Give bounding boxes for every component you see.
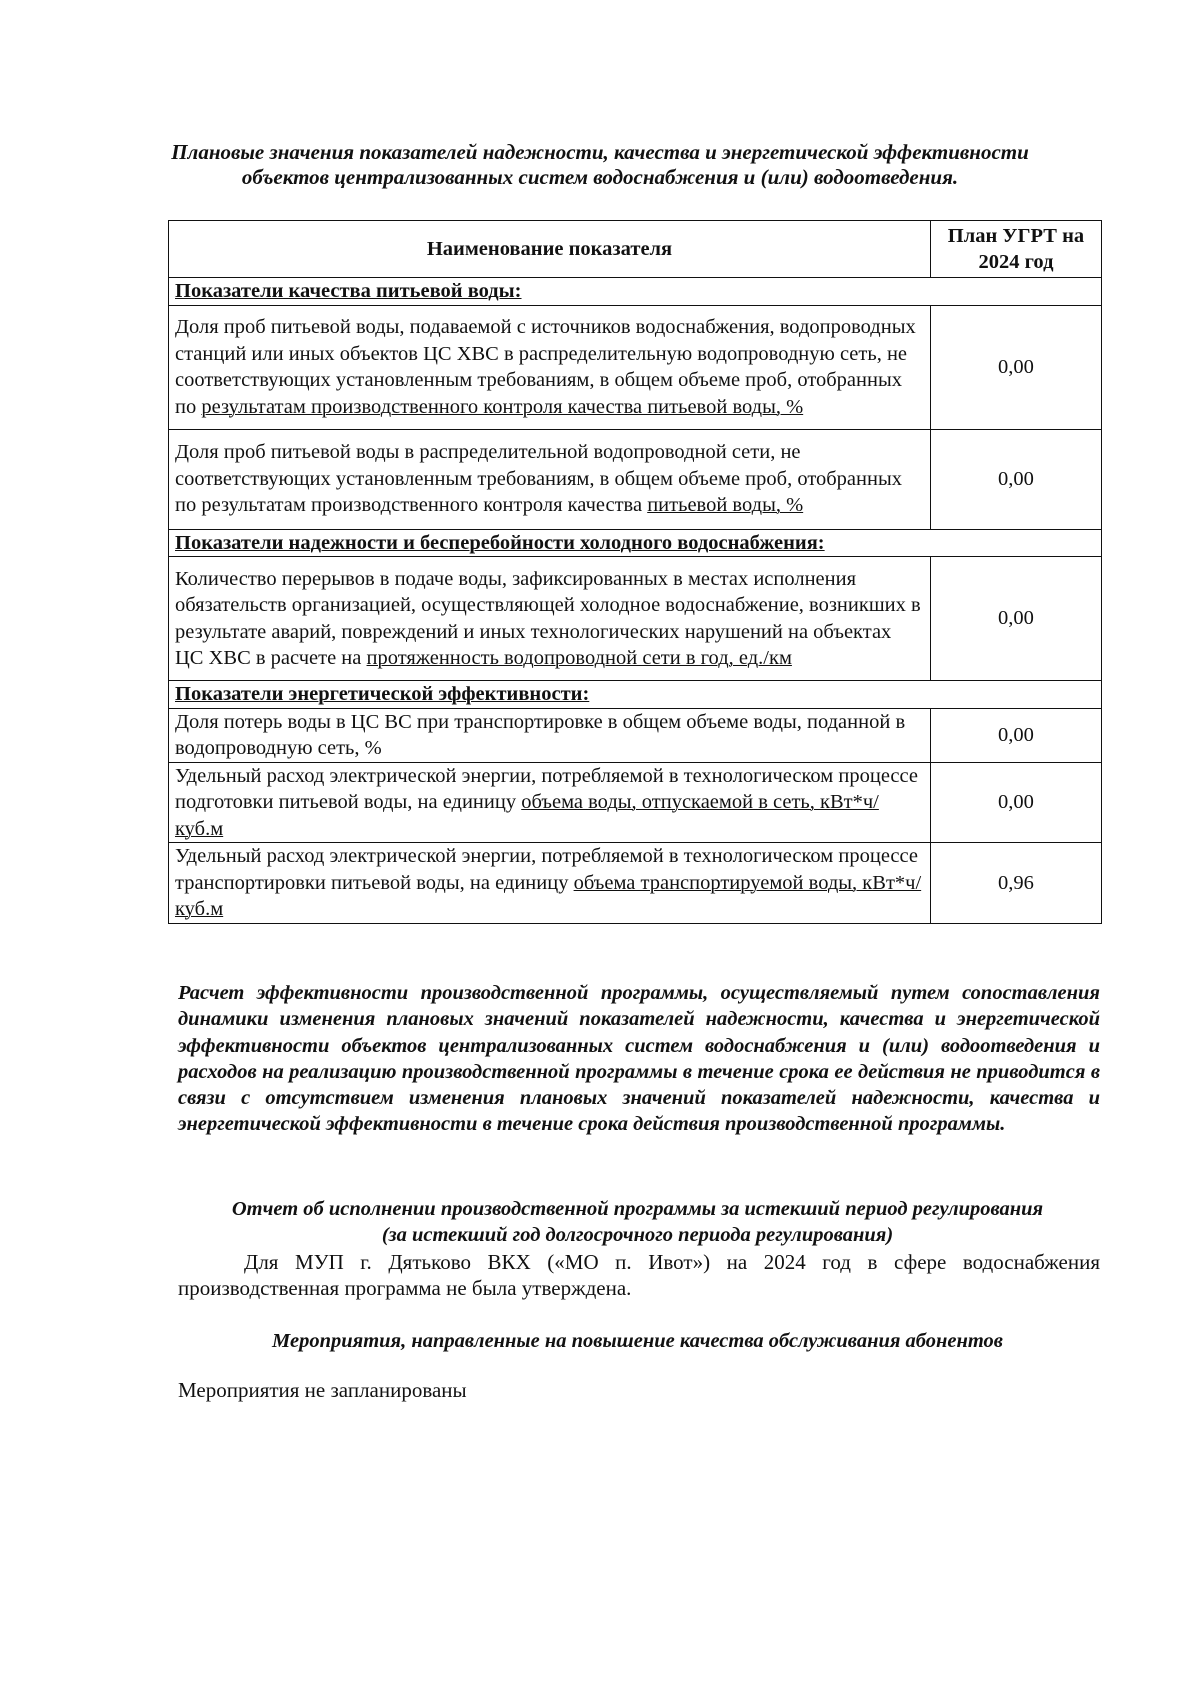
table-row: [169, 557, 1102, 681]
events-title: Мероприятия, направленные на повышение качества обслуживания абонентов: [272, 1330, 1003, 1352]
table-row: [169, 708, 1102, 762]
report-text: Для МУП г. Дятьково ВКХ («МО п. Ивот») на 2024 год в сфере водоснабжения производственная программа не была утверждена.: [178, 1250, 1100, 1300]
report-title-line: Отчет об исполнении производственной программы за истекший период регулирования: [231, 1198, 1044, 1220]
header-indicator-name: Наименование показателя: [169, 221, 931, 278]
section-row: [169, 681, 1102, 709]
section-title: Показатели энергетической эффективности:: [169, 681, 1102, 709]
indicator-value: 0,00: [930, 762, 1101, 843]
header-plan: План УГРТ на 2024 год: [930, 221, 1101, 278]
table-row: [169, 843, 1102, 924]
indicator-value: 0,00: [930, 557, 1101, 681]
section-row: [169, 529, 1102, 557]
report-title: [170, 1196, 1105, 1248]
events-text: Мероприятия не запланированы: [178, 1378, 467, 1402]
indicator-value: 0,00: [930, 429, 1101, 529]
table-header-row: [169, 221, 1102, 278]
indicator-name: Удельный расход электрической энергии, потребляемой в технологическом процессе транспортировки питьевой воды, на единицу объема транспортируемой воды, кВт*ч/ куб.м: [169, 843, 931, 924]
report-title-line: (за истекший год долгосрочного периода регулирования): [381, 1224, 894, 1246]
indicator-name: Удельный расход электрической энергии, потребляемой в технологическом процессе подготовки питьевой воды, на единицу объема воды, отпускаемой в сеть, кВт*ч/ куб.м: [169, 762, 931, 843]
indicator-name: Доля проб питьевой воды в распределительной водопроводной сети, не соответствующих установленным требованиям, в общем объеме проб, отобранных по результатам производственного контроля качества питьевой воды, %: [169, 429, 931, 529]
table-row: [169, 762, 1102, 843]
document-title: Плановые значения показателей надежности, качества и энергетической эффективности объектов централизованных систем водоснабжения и (или) водоотведения.: [171, 140, 1029, 189]
efficiency-calculation-paragraph: Расчет эффективности производственной программы, осуществляемый путем сопоставления динамики изменения плановых значений показателей надежности, качества и энергетической эффективности объектов централизованных систем водоснабжения и (или) водоотведения и расходов на реализацию производственной программы в течение срока ее действия не приводится в связи с отсутствием изменения плановых значений показателей надежности, качества и энергетической эффективности в течение срока действия производственной программы.: [178, 982, 1100, 1136]
indicator-value: 0,00: [930, 708, 1101, 762]
indicator-name: Количество перерывов в подаче воды, зафиксированных в местах исполнения обязательств организацией, осуществляющей холодное водоснабжение, возникших в результате аварий, повреждений и иных технологических нарушений на объектах ЦС ХВС в расчете на протяженность водопроводной сети в год, ед./км: [169, 557, 931, 681]
indicator-value: 0,00: [930, 305, 1101, 429]
indicators-table: [168, 220, 1102, 924]
table-row: [169, 429, 1102, 529]
section-row: [169, 278, 1102, 306]
table-row: [169, 305, 1102, 429]
section-title: Показатели надежности и бесперебойности холодного водоснабжения:: [169, 529, 1102, 557]
section-title: Показатели качества питьевой воды:: [169, 278, 1102, 306]
indicator-name: Доля потерь воды в ЦС ВС при транспортировке в общем объеме воды, поданной в водопроводную сеть, %: [169, 708, 931, 762]
indicator-name: Доля проб питьевой воды, подаваемой с источников водоснабжения, водопроводных станций или иных объектов ЦС ХВС в распределительную водопроводную сеть, не соответствующих установленным требованиям, в общем объеме проб, отобранных по результатам производственного контроля качества питьевой воды, %: [169, 305, 931, 429]
indicator-value: 0,96: [930, 843, 1101, 924]
